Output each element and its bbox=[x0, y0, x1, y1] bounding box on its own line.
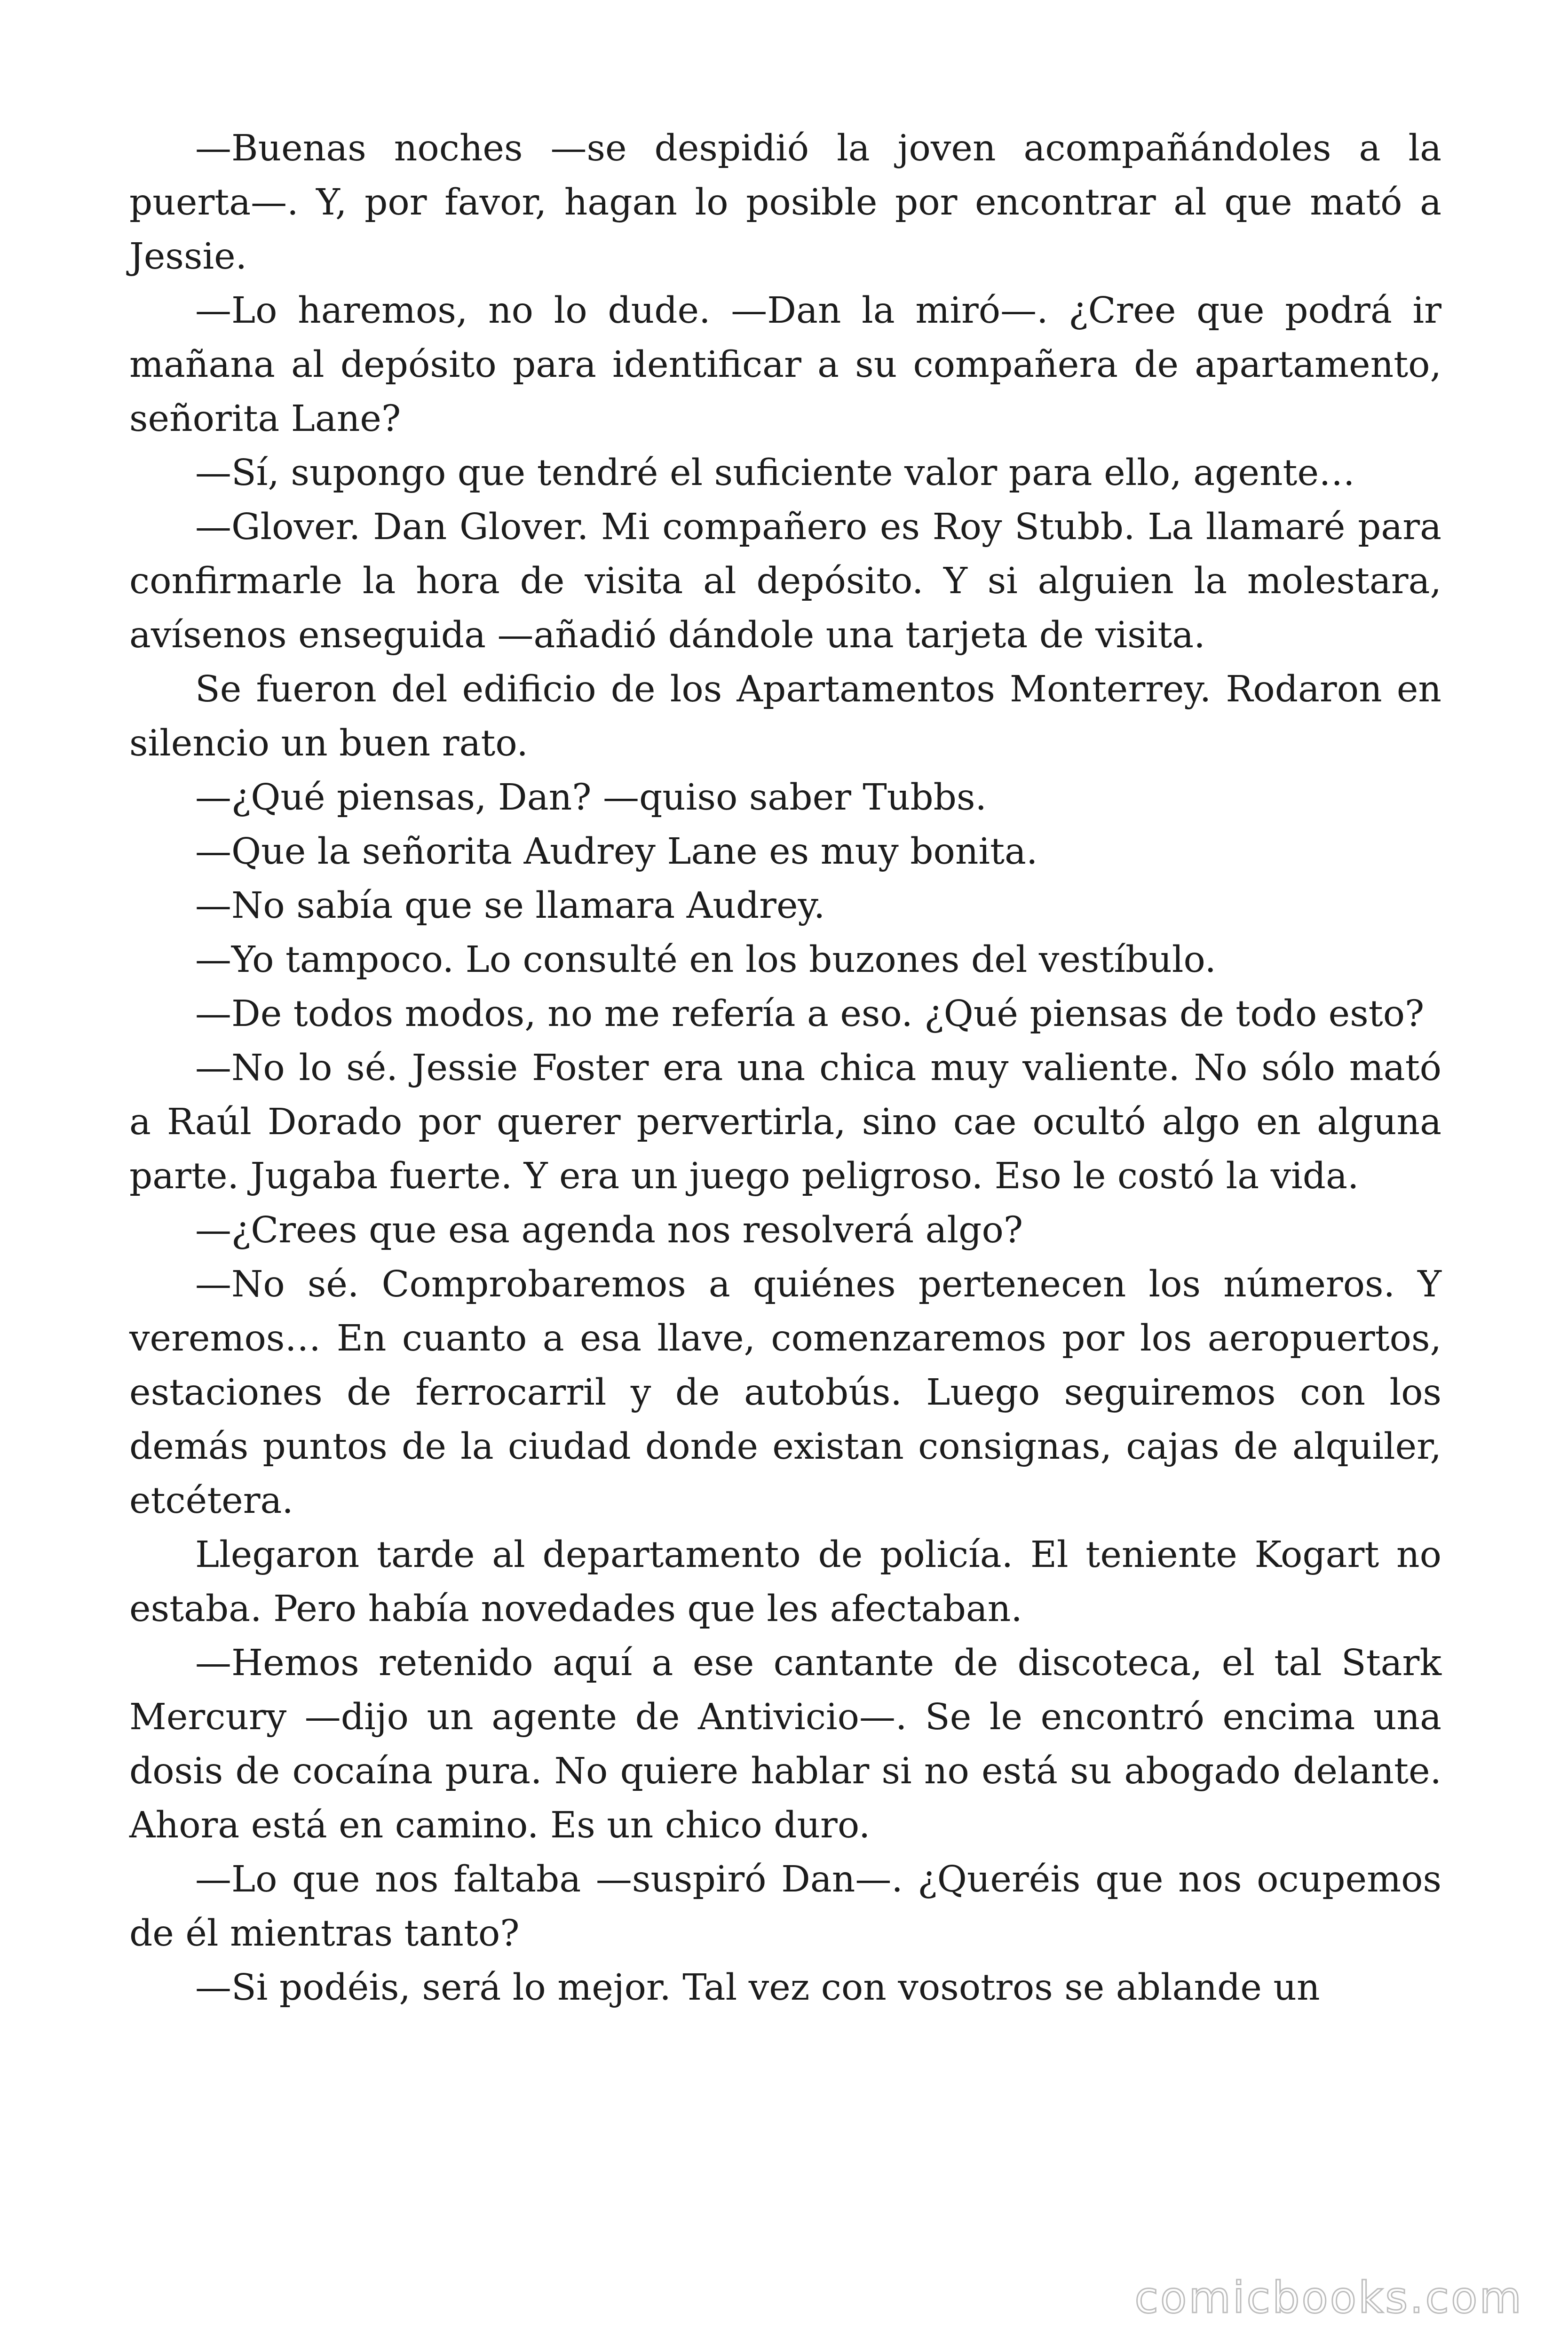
paragraph: —¿Crees que esa agenda nos resolverá algo? bbox=[195, 1209, 1023, 1251]
paragraph: —Que la señorita Audrey Lane es muy bonita. bbox=[195, 831, 1038, 873]
paragraph: —Hemos retenido aquí a ese cantante de discoteca, el tal Stark Mercury —dijo un agente de Antivicio—. Se le encontró encima una dosis de cocaína pura. No quiere hablar si no está su abogado delante. Ahora está en camino. Es un chico duro. bbox=[129, 1642, 1441, 1846]
paragraph: —Si podéis, será lo mejor. Tal vez con vosotros se ablande un bbox=[195, 1967, 1320, 2009]
paragraph: Se fueron del edificio de los Apartamentos Monterrey. Rodaron en silencio un buen rato. bbox=[129, 668, 1441, 764]
paragraph: —De todos modos, no me refería a eso. ¿Qué piensas de todo esto? bbox=[195, 993, 1425, 1035]
paragraph: —No sé. Comprobaremos a quiénes pertenecen los números. Y veremos… En cuanto a esa llave, comenzaremos por los aeropuertos, estaciones de ferrocarril y de autobús. Luego seguiremos con los demás puntos de la ciudad donde existan consignas, cajas de alquiler, etcétera. bbox=[129, 1263, 1441, 1522]
paragraph: —No sabía que se llamara Audrey. bbox=[195, 885, 825, 927]
paragraph: —Yo tampoco. Lo consulté en los buzones del vestíbulo. bbox=[195, 939, 1217, 981]
paragraph: —¿Qué piensas, Dan? —quiso saber Tubbs. bbox=[195, 777, 987, 818]
paragraph: —Buenas noches —se despidió la joven acompañándoles a la puerta—. Y, por favor, hagan lo posible por encontrar al que mató a Jessie. bbox=[129, 127, 1441, 278]
paragraph: —Lo que nos faltaba —suspiró Dan—. ¿Queréis que nos ocupemos de él mientras tanto? bbox=[129, 1859, 1441, 1955]
paragraph: Llegaron tarde al departamento de policía. El teniente Kogart no estaba. Pero había novedades que les afectaban. bbox=[129, 1534, 1441, 1630]
page-text bbox=[129, 121, 1441, 2015]
watermark: comicbooks.com bbox=[1134, 2273, 1523, 2323]
paragraph: —Glover. Dan Glover. Mi compañero es Roy Stubb. La llamaré para confirmarle la hora de visita al depósito. Y si alguien la molestara, avísenos enseguida —añadió dándole una tarjeta de visita. bbox=[129, 506, 1441, 656]
paragraph: —Lo haremos, no lo dude. —Dan la miró—. ¿Cree que podrá ir mañana al depósito para identificar a su compañera de apartamento, señorita Lane? bbox=[129, 290, 1441, 440]
paragraph: —No lo sé. Jessie Foster era una chica muy valiente. No sólo mató a Raúl Dorado por querer pervertirla, sino cae ocultó algo en alguna parte. Jugaba fuerte. Y era un juego peligroso. Eso le costó la vida. bbox=[129, 1047, 1441, 1197]
paragraph: —Sí, supongo que tendré el suficiente valor para ello, agente… bbox=[195, 452, 1355, 494]
